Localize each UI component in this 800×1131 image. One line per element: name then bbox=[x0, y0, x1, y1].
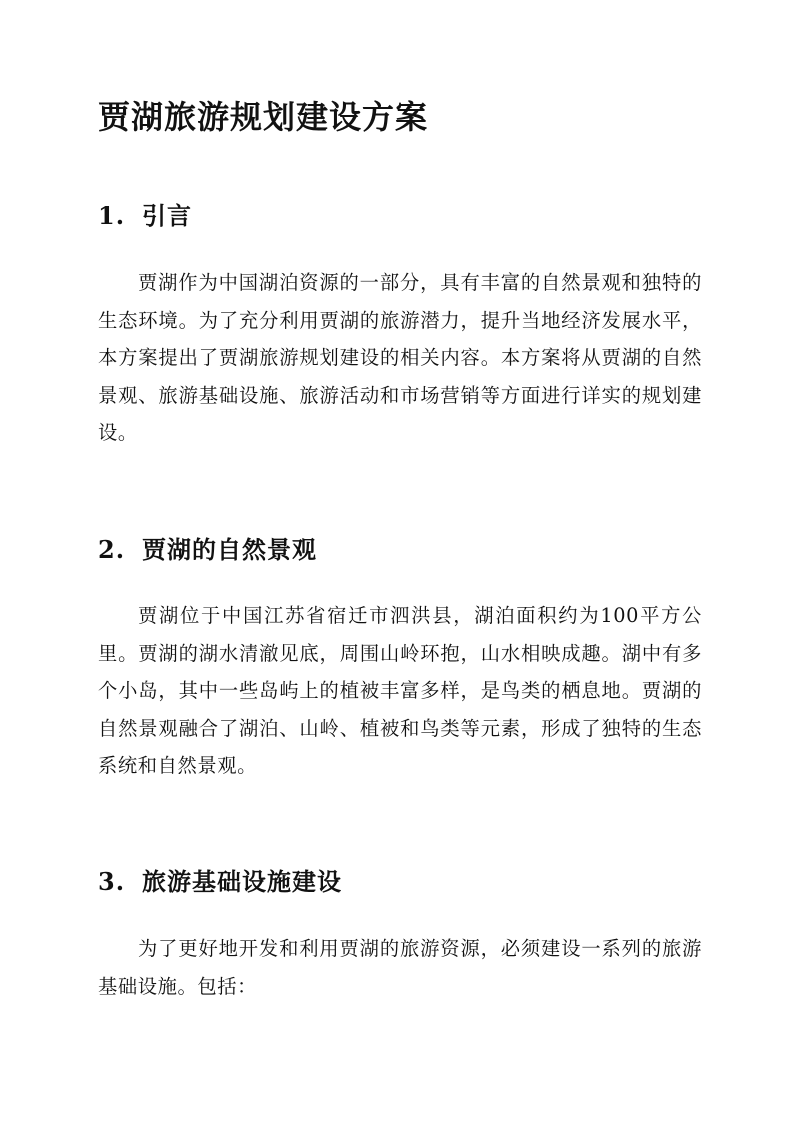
section-paragraph-2: 贾湖位于中国江苏省宿迁市泗洪县，湖泊面积约为100平方公里。贾湖的湖水清澈见底，周围山岭环抱，山水相映成趣。湖中有多个小岛，其中一些岛屿上的植被丰富多样，是鸟类的栖息地。贾湖的自然景观融合了湖泊、山岭、植被和鸟类等元素，形成了独特的生态系统和自然景观。 bbox=[98, 604, 702, 778]
section-heading-1 bbox=[98, 196, 192, 231]
section-number: 3. bbox=[98, 867, 126, 896]
section-heading-3 bbox=[98, 862, 342, 897]
document-title: 贾湖旅游规划建设方案 bbox=[98, 98, 429, 136]
section-number: 2. bbox=[98, 535, 126, 564]
section-number: 1. bbox=[98, 201, 126, 230]
section-title: 贾湖的自然景观 bbox=[142, 535, 317, 564]
section-heading-2 bbox=[98, 530, 317, 565]
section-title: 旅游基础设施建设 bbox=[142, 867, 342, 896]
section-paragraph-3: 为了更好地开发和利用贾湖的旅游资源，必须建设一系列的旅游基础设施。包括： bbox=[98, 937, 702, 998]
section-paragraph-1: 贾湖作为中国湖泊资源的一部分，具有丰富的自然景观和独特的生态环境。为了充分利用贾湖的旅游潜力，提升当地经济发展水平，本方案提出了贾湖旅游规划建设的相关内容。本方案将从贾湖的自然景观、旅游基础设施、旅游活动和市场营销等方面进行详实的规划建设。 bbox=[98, 271, 702, 445]
section-title: 引言 bbox=[142, 201, 192, 230]
